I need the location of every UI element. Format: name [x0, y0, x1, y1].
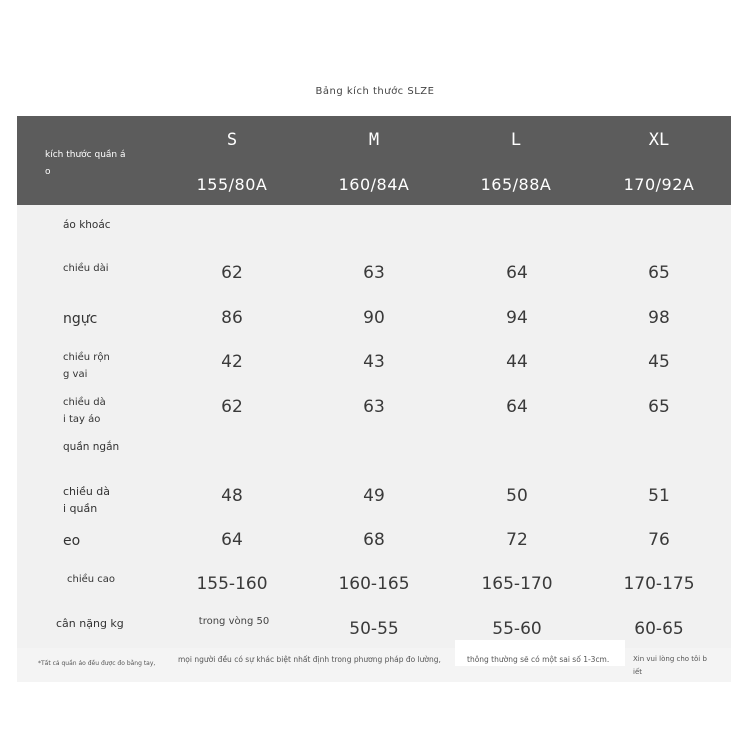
row-label-pants-length: chiều dà i quần: [63, 485, 111, 515]
table-cell: 72: [506, 530, 528, 550]
size-code: 170/92A: [623, 175, 695, 194]
table-cell: 170-175: [623, 574, 695, 594]
table-cell: 62: [221, 397, 243, 417]
table-cell: 65: [648, 263, 670, 283]
corner-label-line2: o: [45, 167, 51, 177]
size-code: 165/88A: [480, 175, 552, 194]
table-cell: 43: [363, 352, 385, 372]
table-cell: 64: [506, 263, 528, 283]
row-label-sleeve-length: chiều dà i tay áo: [63, 397, 106, 425]
table-cell: 62: [221, 263, 243, 283]
table-cell: 165-170: [481, 574, 553, 594]
corner-label-line1: kích thước quần á: [45, 150, 126, 160]
chart-title: Bảng kích thước SLZE: [315, 86, 435, 97]
table-cell: 42: [221, 352, 243, 372]
row-label-chest: ngực: [63, 311, 98, 327]
size-label: S: [226, 130, 238, 150]
size-table-header: [17, 116, 731, 205]
section-label-jacket: áo khoác: [63, 219, 111, 231]
footer-note-right: thông thường sẽ có một sai số 1-3cm.: [467, 655, 610, 664]
table-cell: 51: [648, 486, 670, 506]
size-code: 155/80A: [196, 175, 268, 194]
table-cell: 60-65: [634, 619, 684, 639]
footer-note-left: *Tất cả quần áo đều được đo bằng tay,: [38, 660, 156, 667]
table-cell: 68: [363, 530, 385, 550]
header-corner-label: [45, 147, 145, 181]
table-cell: 55-60: [492, 619, 542, 639]
table-cell: 155-160: [196, 574, 268, 594]
table-cell: 44: [506, 352, 528, 372]
row-label-length: chiều dài: [63, 263, 109, 274]
table-cell: 65: [648, 397, 670, 417]
size-code: 160/84A: [338, 175, 410, 194]
table-cell: 90: [363, 308, 385, 328]
table-cell: 98: [648, 308, 670, 328]
row-label-waist: eo: [63, 533, 81, 549]
row-label-height: chiều cao: [67, 574, 116, 585]
table-cell: 63: [363, 263, 385, 283]
size-label: L: [510, 130, 522, 150]
table-cell: 64: [506, 397, 528, 417]
size-label: M: [368, 130, 380, 150]
row-label-shoulder-width: chiều rộn g vai: [63, 352, 110, 380]
table-cell: 86: [221, 308, 243, 328]
table-cell: 49: [363, 486, 385, 506]
table-cell: 63: [363, 397, 385, 417]
table-cell: trong vòng 50: [198, 616, 270, 627]
row-label-weight: cân nặng kg: [56, 617, 124, 630]
table-cell: 64: [221, 530, 243, 550]
section-label-shorts: quần ngắn: [63, 441, 120, 453]
footer-note-middle: mọi người đều có sự khác biệt nhất định trong phương pháp đo lường,: [178, 655, 441, 664]
table-cell: 50-55: [349, 619, 399, 639]
table-cell: 48: [221, 486, 243, 506]
table-cell: 45: [648, 352, 670, 372]
table-cell: 94: [506, 308, 528, 328]
footer-note-far-right: Xin vui lòng cho tôi b iết: [633, 655, 707, 676]
table-cell: 76: [648, 530, 670, 550]
table-cell: 160-165: [338, 574, 410, 594]
size-label: XL: [648, 130, 670, 150]
table-cell: 50: [506, 486, 528, 506]
